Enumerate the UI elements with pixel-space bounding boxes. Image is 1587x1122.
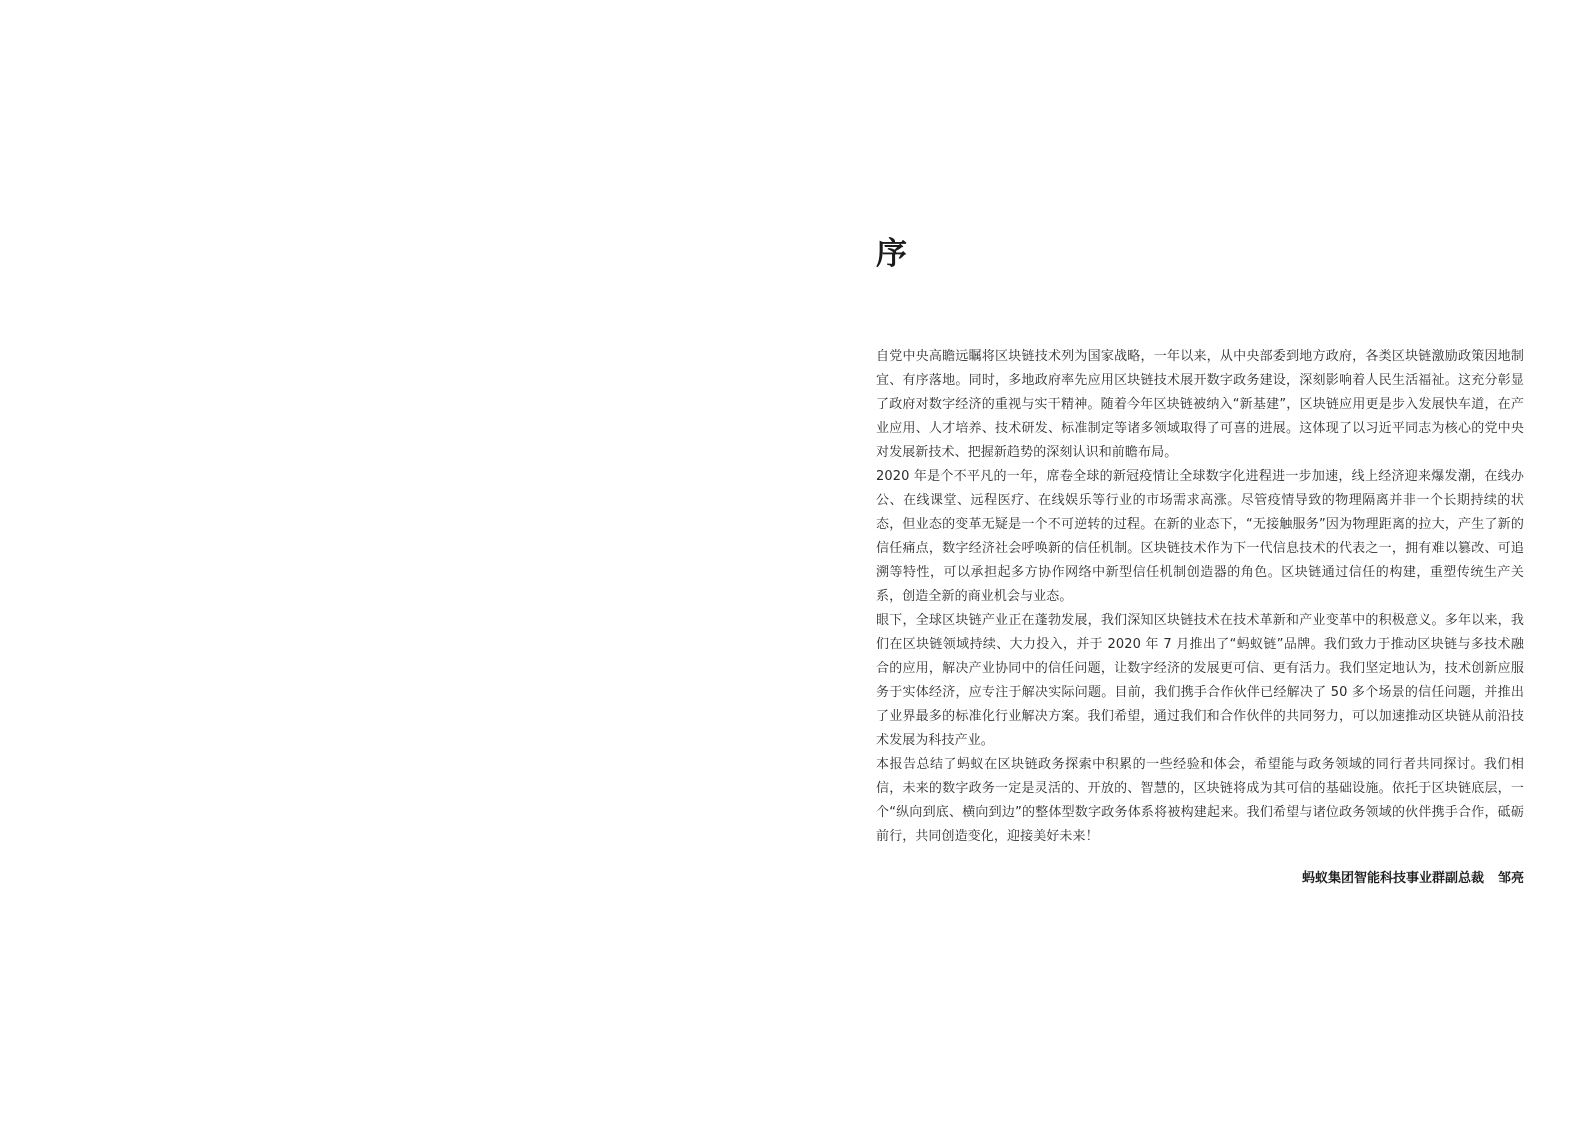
signature-name: 邹亮 — [1497, 871, 1524, 886]
paragraph: 眼下，全球区块链产业正在蓬勃发展，我们深知区块链技术在技术革新和产业变革中的积极意义。多年以来，我们在区块链领域持续、大力投入，并于 2020 年 7 月推出了“蚂蚁链”品牌。我们致力于推动区块链与多技术融合的应用，解决产业协同中的信任问题，让数字经济的发展更可信、更有活力。我们坚定地认为，技术创新应服务于实体经济，应专注于解决实际问题。目前，我们携手合作伙伴已经解决了 50 多个场景的信任问题，并推出了业界最多的标准化行业解决方案。我们希望，通过我们和合作伙伴的共同努力，可以加速推动区块链从前沿技术发展为科技产业。 — [876, 613, 1524, 748]
preface-body — [876, 345, 1524, 849]
paragraph: 自党中央高瞻远瞩将区块链技术列为国家战略，一年以来，从中央部委到地方政府，各类区块链激励政策因地制宜、有序落地。同时，多地政府率先应用区块链技术展开数字政务建设，深刻影响着人民生活福祉。这充分彰显了政府对数字经济的重视与实干精神。随着今年区块链被纳入“新基建”，区块链应用更是步入发展快车道，在产业应用、人才培养、技术研发、标准制定等诸多领域取得了可喜的进展。这体现了以习近平同志为核心的党中央对发展新技术、把握新趋势的深刻认识和前瞻布局。 — [876, 349, 1524, 460]
page-title: 序 — [876, 236, 907, 272]
paragraph: 本报告总结了蚂蚁在区块链政务探索中积累的一些经验和体会，希望能与政务领域的同行者共同探讨。我们相信，未来的数字政务一定是灵活的、开放的、智慧的，区块链将成为其可信的基础设施。依托于区块链底层，一个“纵向到底、横向到边”的整体型数字政务体系将被构建起来。我们希望与诸位政务领域的伙伴携手合作，砥砺前行，共同创造变化，迎接美好未来！ — [876, 757, 1524, 844]
preface-section — [876, 232, 1524, 891]
signature — [876, 867, 1524, 891]
signature-title: 蚂蚁集团智能科技事业群副总裁 — [1301, 871, 1484, 886]
paragraph: 2020 年是个不平凡的一年，席卷全球的新冠疫情让全球数字化进程进一步加速，线上经济迎来爆发潮，在线办公、在线课堂、远程医疗、在线娱乐等行业的市场需求高涨。尽管疫情导致的物理隔离并非一个长期持续的状态，但业态的变革无疑是一个不可逆转的过程。在新的业态下，“无接触服务”因为物理距离的拉大，产生了新的信任痛点，数字经济社会呼唤新的信任机制。区块链技术作为下一代信息技术的代表之一，拥有难以篡改、可追溯等特性，可以承担起多方协作网络中新型信任机制创造器的角色。区块链通过信任的构建，重塑传统生产关系，创造全新的商业机会与业态。 — [876, 469, 1524, 604]
